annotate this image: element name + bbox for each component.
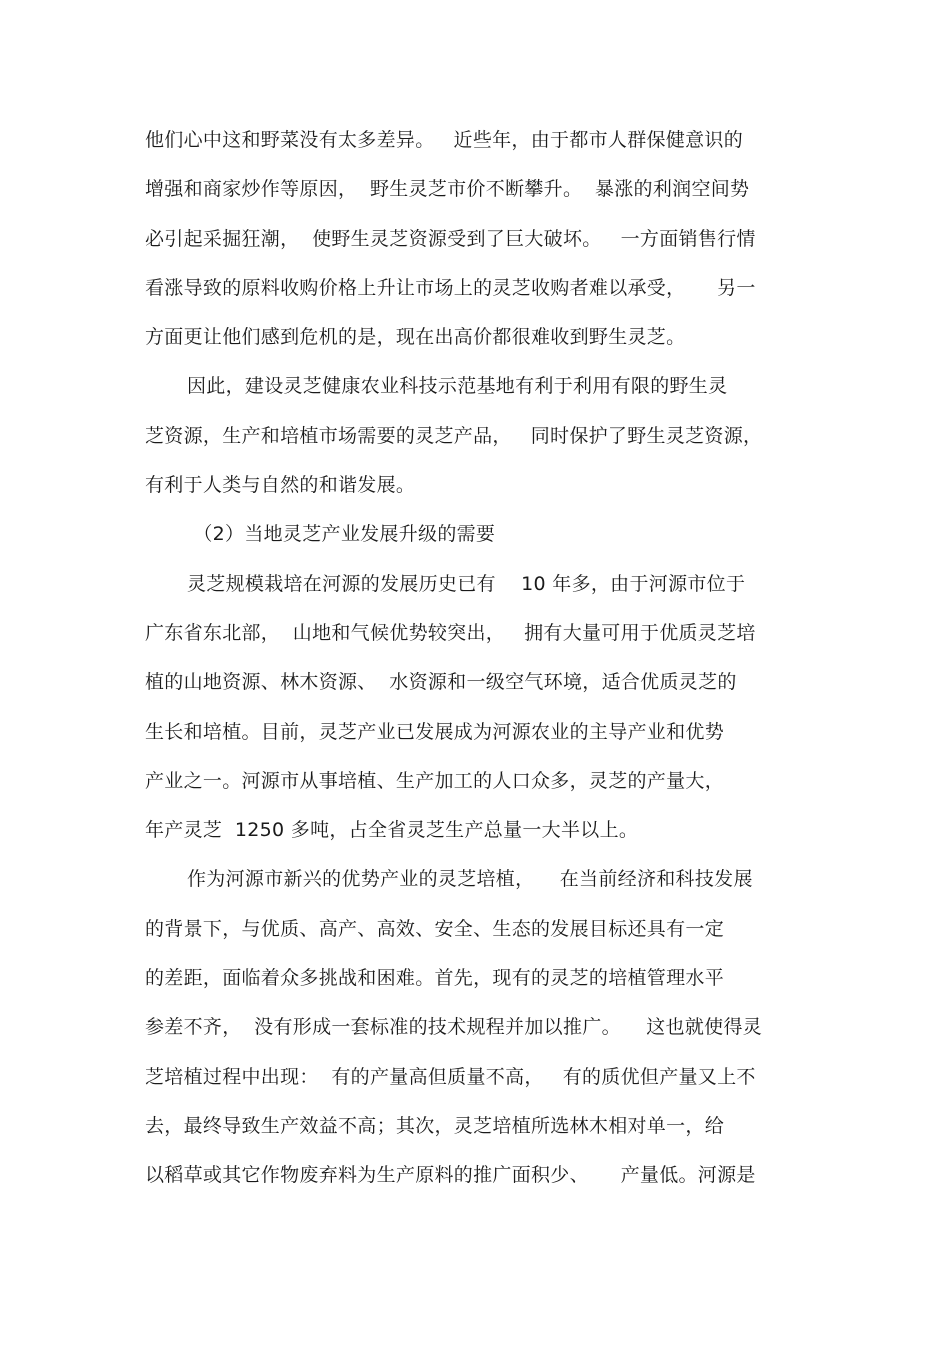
text-line-11: 广东省东北部， 山地和气候优势较突出， 拥有大量可用于优质灵芝培 — [145, 621, 756, 644]
text-line-15: 年产灵芝 1250 多吨，占全省灵芝生产总量一大半以上。 — [145, 819, 639, 842]
text-line-12: 植的山地资源、林木资源、 水资源和一级空气环境，适合优质灵芝的 — [145, 671, 737, 694]
text-line-5: 方面更让他们感到危机的是，现在出高价都很难收到野生灵芝。 — [145, 326, 686, 349]
text-line-1: 他们心中这和野菜没有太多差异。 近些年，由于都市人群保健意识的 — [145, 129, 744, 151]
text-line-7: 芝资源，生产和培植市场需要的灵芝产品， 同时保护了野生灵芝资源， — [145, 424, 763, 447]
text-line-10: 灵芝规模栽培在河源的发展历史已有 10 年多，由于河源市位于 — [187, 572, 746, 595]
text-line-20: 芝培植过程中出现： 有的产量高但质量不高， 有的质优但产量又上不 — [145, 1065, 756, 1088]
text-line-13: 生长和培植。目前，灵芝产业已发展成为河源农业的主导产业和优势 — [145, 720, 725, 743]
text-line-14: 产业之一。河源市从事培植、生产加工的人口众多，灵芝的产量大， — [145, 769, 725, 792]
text-line-3: 必引起采掘狂潮， 使野生灵芝资源受到了巨大破坏。 一方面销售行情 — [145, 227, 756, 250]
text-line-16: 作为河源市新兴的优势产业的灵芝培植， 在当前经济和科技发展 — [187, 868, 753, 891]
text-line-22: 以稻草或其它作物废弃料为生产原料的推广面积少、 产量低。河源是 — [145, 1164, 756, 1187]
text-line-19: 参差不齐， 没有形成一套标准的技术规程并加以推广。 这也就使得灵 — [145, 1016, 763, 1039]
text-line-2: 增强和商家炒作等原因， 野生灵芝市价不断攀升。 暴涨的利润空间势 — [145, 178, 750, 201]
text-line-17: 的背景下，与优质、高产、高效、安全、生态的发展目标还具有一定 — [145, 917, 725, 940]
section-heading: （2）当地灵芝产业发展升级的需要 — [187, 523, 496, 546]
text-line-18: 的差距，面临着众多挑战和困难。首先，现有的灵芝的培植管理水平 — [145, 967, 725, 990]
text-line-6: 因此，建设灵芝健康农业科技示范基地有利于利用有限的野生灵 — [187, 375, 728, 398]
body-text — [145, 122, 815, 1207]
text-line-21: 去，最终导致生产效益不高；其次，灵芝培植所选林木相对单一，给 — [145, 1114, 725, 1137]
text-line-8: 有利于人类与自然的和谐发展。 — [145, 474, 416, 497]
text-line-4: 看涨导致的原料收购价格上升让市场上的灵芝收购者难以承受， 另一 — [145, 276, 756, 299]
